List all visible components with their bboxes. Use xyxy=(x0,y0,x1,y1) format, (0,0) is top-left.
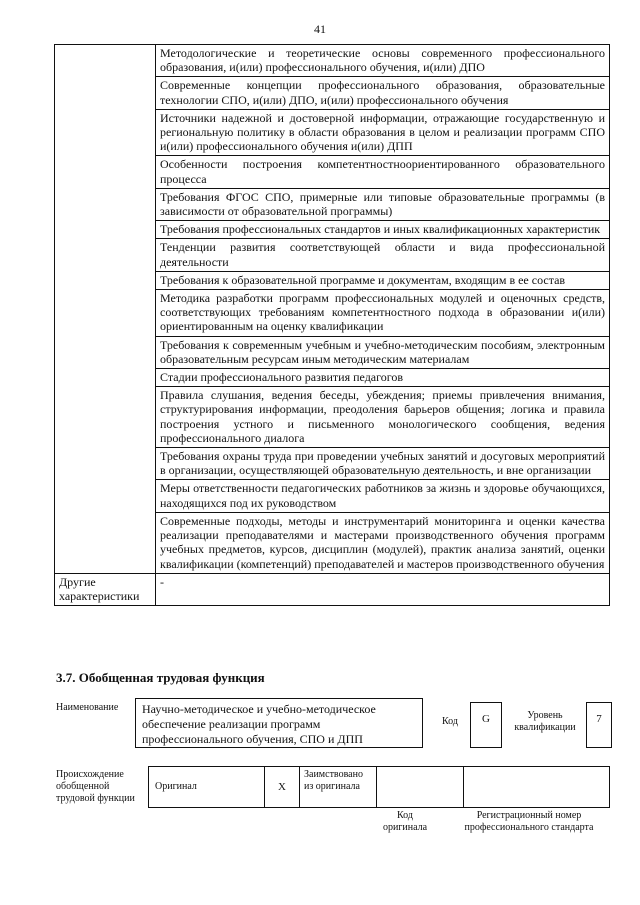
page-number: 41 xyxy=(314,22,326,36)
original-code-caption: Код оригинала xyxy=(382,810,428,833)
function-name-value: Научно-методическое и учебно-методическое обеспечение реализации программ профессионального обучения, СПО и ДПП xyxy=(142,702,376,746)
name-label: Наименование xyxy=(56,702,119,713)
knowledge-item: Методологические и теоретические основы современного профессионального образования, и(или) профессионального обучения, и(или) ДПО xyxy=(156,45,610,77)
qualification-level-value: 7 xyxy=(596,713,602,725)
knowledge-item: Источники надежной и достоверной информации, отражающие государственную и региональную политику в области образования в целом и реализации программ СПО и(или) профессионального обучения и(или) ДПП xyxy=(156,109,610,156)
knowledge-item: Требования профессиональных стандартов и иных квалификационных характеристик xyxy=(156,221,610,239)
table-row xyxy=(149,767,610,808)
knowledge-label-cell xyxy=(55,45,156,574)
original-code-cell xyxy=(377,767,464,808)
other-characteristics-value: - xyxy=(156,573,610,605)
section-title: 3.7. Обобщенная трудовая функция xyxy=(56,670,265,685)
table-row xyxy=(55,45,610,77)
original-mark: X xyxy=(265,767,300,808)
knowledge-table-body xyxy=(55,45,610,606)
borrowed-label: Заимствовано из оригинала xyxy=(300,767,377,808)
code-value: G xyxy=(482,713,490,725)
qualification-level-label: Уровень квалификации xyxy=(514,710,576,733)
table-row xyxy=(55,573,610,605)
knowledge-item: Требования к образовательной программе и документам, входящим в ее состав xyxy=(156,271,610,289)
registration-number-cell xyxy=(464,767,610,808)
knowledge-item: Современные подходы, методы и инструментарий мониторинга и оценки качества реализации преподавателями и мастерами производственного обучения программ учебных предметов, курсов, дисциплин (модулей), практик анализа занятий, оценки квалификации (компетенций) преподавателей и мастеров производственного обучения xyxy=(156,512,610,573)
function-name-box xyxy=(135,698,423,748)
knowledge-table xyxy=(54,44,610,606)
qualification-level-box xyxy=(586,702,612,748)
knowledge-item: Особенности построения компетентностноориентированного образовательного процесса xyxy=(156,156,610,188)
knowledge-item: Требования охраны труда при проведении учебных занятий и досуговых мероприятий в организации, осуществляющей образовательную деятельность, и вне организации xyxy=(156,448,610,480)
original-label: Оригинал xyxy=(149,767,265,808)
knowledge-item: Стадии профессионального развития педагогов xyxy=(156,369,610,387)
knowledge-item: Тенденции развития соответствующей области и вида профессиональной деятельности xyxy=(156,239,610,271)
origin-label: Происхождение обобщенной трудовой функции xyxy=(56,769,135,804)
knowledge-item: Современные концепции профессионального образования, образовательные технологии СПО, и(или) ДПО, и(или) профессионального обучения xyxy=(156,77,610,109)
code-label: Код xyxy=(442,716,458,727)
knowledge-item: Меры ответственности педагогических работников за жизнь и здоровье обучающихся, находящихся под их руководством xyxy=(156,480,610,512)
registration-number-caption: Регистрационный номер профессионального стандарта xyxy=(464,810,594,833)
knowledge-item: Методика разработки программ профессиональных модулей и оценочных средств, соответствующих требованиям компетентностного подхода в образовании и(или) ориентированным на оценку квалификации xyxy=(156,290,610,337)
knowledge-item: Требования к современным учебным и учебно-методическим пособиям, электронным образовательным ресурсам иным методическим материалам xyxy=(156,336,610,368)
origin-table xyxy=(148,766,610,808)
knowledge-item: Требования ФГОС СПО, примерные или типовые образовательные программы (в зависимости от образовательной программы) xyxy=(156,188,610,220)
other-characteristics-label: Другие характеристики xyxy=(55,573,156,605)
knowledge-item: Правила слушания, ведения беседы, убеждения; приемы привлечения внимания, структурирования информации, преодоления барьеров общения; логика и правила построения устного и письменного монологического сообщения, ведения профессионального диалога xyxy=(156,387,610,448)
code-box xyxy=(470,702,502,748)
